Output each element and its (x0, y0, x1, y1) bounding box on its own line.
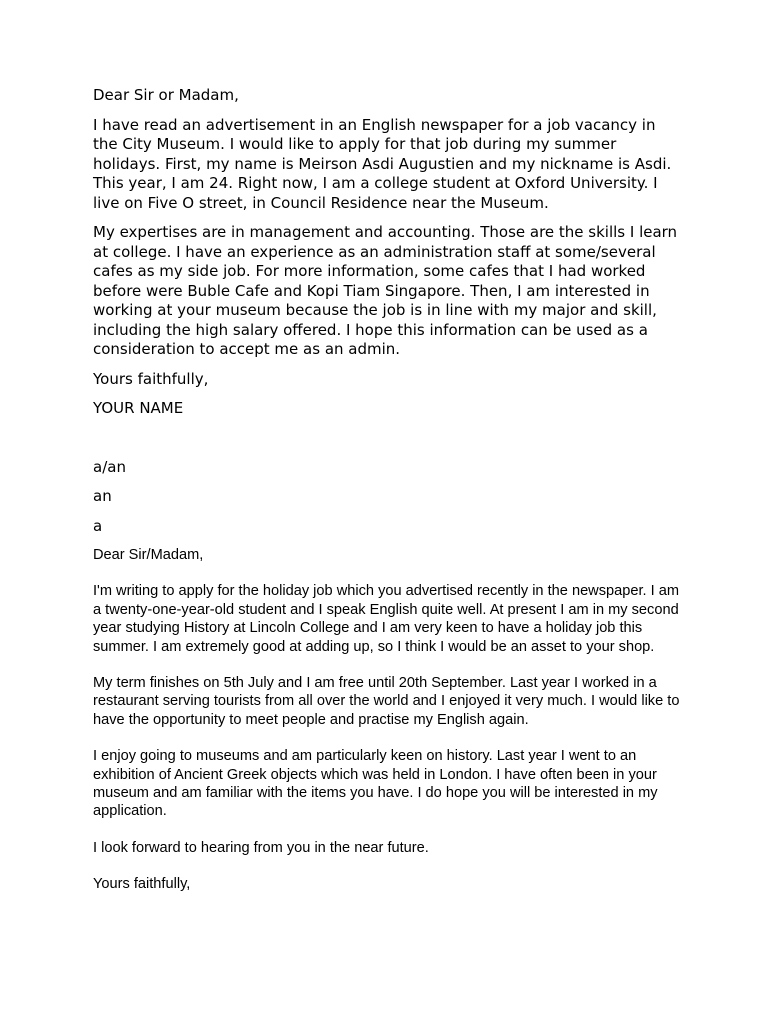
letter2-closing: Yours faithfully, (93, 876, 191, 893)
note-line-3: a (93, 516, 103, 535)
letter2-paragraph-4: I look forward to hearing from you in the near future. (93, 839, 429, 856)
letter2-paragraph-2: My term finishes on 5th July and I am free until 20th September. Last year I worked in a restaurant serving tourists from all over the world and I enjoyed it very much. I would like to have the opportunity to meet people and practise my English again. (93, 675, 680, 728)
letter2-paragraph-1: I'm writing to apply for the holiday job which you advertised recently in the newspaper. I am a twenty-one-year-old student and I speak English quite well. At present I am in my second year studying History at Lincoln College and I am very keen to have a holiday job this summer. I am extremely good at adding up, so I think I would be an asset to your shop. (93, 583, 680, 655)
letter2-paragraph-3: I enjoy going to museums and am particularly keen on history. Last year I went to an exhibition of Ancient Greek objects which was held in London. I have often been in your museum and am familiar with the items you have. I do hope you will be interested in my application. (93, 748, 658, 820)
letter1-salutation: Dear Sir or Madam, (93, 86, 239, 104)
letter2-salutation: Dear Sir/Madam, (93, 547, 204, 563)
note-line-2: an (93, 487, 112, 505)
letter1-paragraph-2: My expertises are in management and accounting. Those are the skills I learn at college. I have an experience as an administration staff at some/several cafes as my side job. For more information, some cafes that I had worked before were Buble Cafe and Kopi Tiam Singapore. Then, I am interested in working at your museum because the job is in line with my major and skill, including the high salary offered. I hope this information can be used as a consideration to accept me as an admin. (93, 223, 678, 358)
letter1-closing: Yours faithfully, (93, 369, 209, 388)
letter1-signature: YOUR NAME (93, 399, 184, 417)
note-line-1: a/an (93, 457, 126, 476)
letter1-paragraph-1: I have read an advertisement in an English newspaper for a job vacancy in the City Museum. I would like to apply for that job during my summer holidays. First, my name is Meirson Asdi Augustien and my nickname is Asdi. This year, I am 24. Right now, I am a college student at Oxford University. I live on Five O street, in Council Residence near the Museum. (93, 115, 672, 212)
document-page (93, 86, 683, 894)
